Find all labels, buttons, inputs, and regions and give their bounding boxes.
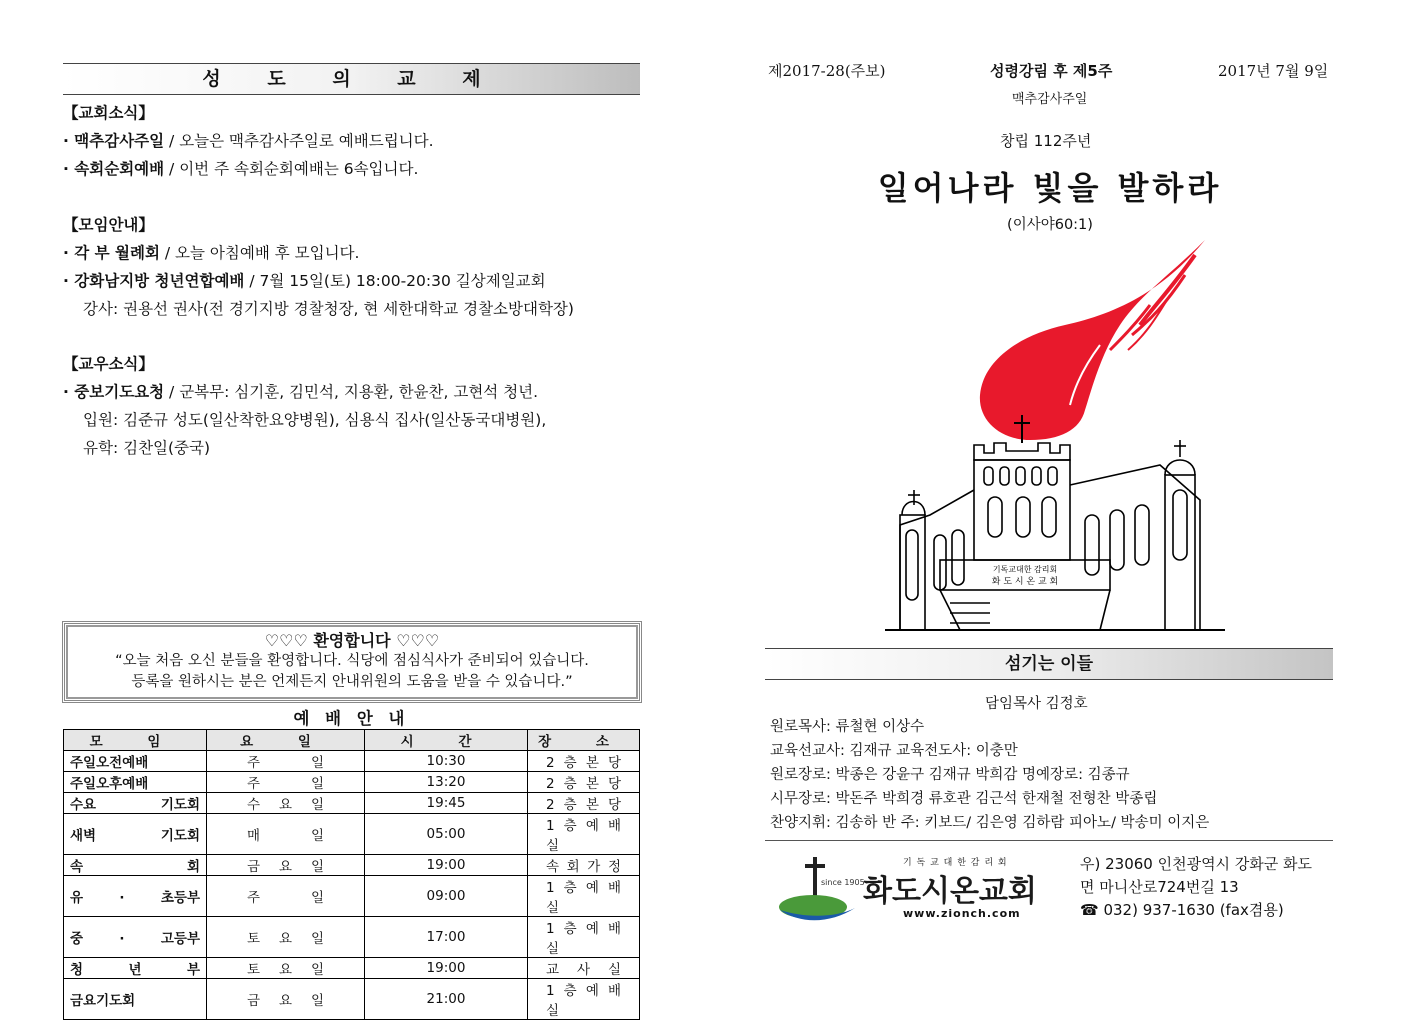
table-cell: 금요기도회 <box>64 979 207 1020</box>
table-cell: 속 회 가 정 <box>528 855 640 876</box>
welcome-box <box>62 621 642 703</box>
liturgical-season: 성령강림 후 제5주 <box>990 62 1113 80</box>
fellowship-section <box>63 63 640 95</box>
table-cell: 중 · 고등부 <box>64 917 207 958</box>
phone-line: ☎ 032) 937-1630 (fax겸용) <box>1080 901 1284 919</box>
worship-title: 예 배 안 내 <box>293 709 410 728</box>
table-cell: 19:45 <box>365 793 528 814</box>
meeting-item: · 각 부 월례회 / 오늘 아침예배 후 모입니다. <box>63 244 360 262</box>
logo-denomination: 기 독 교 대 한 감 리 회 <box>903 858 1008 868</box>
table-cell: 1 층 예 배 실 <box>528 979 640 1020</box>
logo-mark-icon <box>775 852 865 927</box>
table-cell: 교 사 실 <box>528 958 640 979</box>
church-news <box>63 99 653 183</box>
table-row <box>64 751 640 772</box>
table-cell: 주 일 <box>207 876 365 917</box>
table-header-row <box>64 730 640 751</box>
table-cell: 금 요 일 <box>207 855 365 876</box>
table-row <box>64 814 640 855</box>
column-header: 장 소 <box>528 730 640 751</box>
table-cell: 수요 기도회 <box>64 793 207 814</box>
meetings <box>63 211 653 323</box>
sign-text: 화 도 시 온 교 회 <box>991 577 1059 587</box>
table-cell: 2 층 본 당 <box>528 751 640 772</box>
table-row <box>64 772 640 793</box>
sunday-name: 맥추감사주일 <box>1012 92 1088 107</box>
church-illustration <box>870 235 1240 640</box>
worship-table <box>63 729 640 1020</box>
table-row <box>64 855 640 876</box>
table-cell: 05:00 <box>365 814 528 855</box>
table-cell: 21:00 <box>365 979 528 1020</box>
table-cell: 금 요 일 <box>207 979 365 1020</box>
member-news <box>63 350 653 462</box>
church-news-heading: 【교회소식】 <box>63 104 154 122</box>
flame-shape <box>980 240 1205 440</box>
staff-line: 시무장로: 박돈주 박희경 류호관 김근석 한재철 전형찬 박종립 <box>770 791 1158 807</box>
table-cell: 토 요 일 <box>207 917 365 958</box>
table-cell: 유 · 초등부 <box>64 876 207 917</box>
logo-since: since 1905 <box>821 878 865 887</box>
member-line: 입원: 김준규 성도(일산착한요양병원), 심용식 집사(일산동국대병원), <box>83 411 547 429</box>
issue-number: 제2017-28(주보) <box>768 62 886 80</box>
meeting-speaker: 강사: 권용선 권사(전 경기지방 경찰청장, 현 세한대학교 경찰소방대학장) <box>83 300 574 318</box>
divider <box>765 840 1333 841</box>
senior-pastor: 담임목사 김정호 <box>985 696 1088 712</box>
meeting-item: · 강화남지방 청년연합예배 / 7월 15일(토) 18:00-20:30 길상제일교회 <box>63 272 546 290</box>
table-cell: 속 회 <box>64 855 207 876</box>
table-cell: 토 요 일 <box>207 958 365 979</box>
staff-line: 원로목사: 류철현 이상수 <box>770 719 925 735</box>
table-row <box>64 917 640 958</box>
staff-line: 교육선교사: 김재규 교육전도사: 이충만 <box>770 743 1018 759</box>
meetings-heading: 【모임안내】 <box>63 216 154 234</box>
logo-church-name: 화도시온교회 <box>863 874 1037 909</box>
member-news-heading: 【교우소식】 <box>63 355 154 373</box>
table-cell: 새벽 기도회 <box>64 814 207 855</box>
welcome-title: ♡♡♡ 환영합니다 ♡♡♡ <box>264 631 440 650</box>
table-cell: 수 요 일 <box>207 793 365 814</box>
column-header: 시 간 <box>365 730 528 751</box>
table-cell: 매 일 <box>207 814 365 855</box>
table-cell: 2 층 본 당 <box>528 772 640 793</box>
table-cell: 주 일 <box>207 772 365 793</box>
table-cell: 19:00 <box>365 958 528 979</box>
column-header: 요 일 <box>207 730 365 751</box>
table-row <box>64 793 640 814</box>
table-cell: 청 년 부 <box>64 958 207 979</box>
table-row <box>64 876 640 917</box>
table-cell: 10:30 <box>365 751 528 772</box>
serve-section-title: 섬기는 이들 <box>765 648 1333 680</box>
bulletin-date: 2017년 7월 9일 <box>1218 62 1329 80</box>
main-title: 일어나라 빛을 발하라 <box>877 169 1223 207</box>
table-cell: 주일오전예배 <box>64 751 207 772</box>
sign-text: 기독교대한 감리회 <box>992 565 1058 574</box>
welcome-line: 등록을 원하시는 분은 언제든지 안내위원의 도움을 받을 수 있습니다.” <box>131 674 573 690</box>
welcome-line: “오늘 처음 오신 분들을 환영합니다. 식당에 점심식사가 준비되어 있습니다. <box>115 653 589 669</box>
table-cell: 1 층 예 배 실 <box>528 814 640 855</box>
anniversary: 창립 112주년 <box>1000 132 1092 150</box>
table-row <box>64 958 640 979</box>
table-cell: 17:00 <box>365 917 528 958</box>
news-item: · 맥추감사주일 / 오늘은 맥추감사주일로 예배드립니다. <box>63 132 434 150</box>
section-title: 성 도 의 교 제 <box>63 63 640 95</box>
table-cell: 13:20 <box>365 772 528 793</box>
table-row <box>64 979 640 1020</box>
address-line: 면 마니산로724번길 13 <box>1080 878 1239 896</box>
table-cell: 1 층 예 배 실 <box>528 917 640 958</box>
table-cell: 주 일 <box>207 751 365 772</box>
member-item: · 중보기도요청 / 군복무: 심기훈, 김민석, 지용환, 한윤찬, 고현석 청년. <box>63 383 539 401</box>
table-cell: 19:00 <box>365 855 528 876</box>
table-cell: 2 층 본 당 <box>528 793 640 814</box>
staff-line: 찬양지휘: 김송하 반 주: 키보드/ 김은영 김하람 피아노/ 박송미 이지은 <box>770 815 1210 831</box>
news-item: · 속회순회예배 / 이번 주 속회순회예배는 6속입니다. <box>63 160 419 178</box>
column-header: 모 임 <box>64 730 207 751</box>
table-cell: 1 층 예 배 실 <box>528 876 640 917</box>
staff-line: 원로장로: 박종은 강윤구 김재규 박희감 명예장로: 김종규 <box>770 767 1130 783</box>
logo-url: www.zionch.com <box>903 907 1021 920</box>
table-cell: 09:00 <box>365 876 528 917</box>
scripture-reference: (이사야60:1) <box>1007 217 1093 233</box>
address-line: 우) 23060 인천광역시 강화군 화도 <box>1080 855 1313 873</box>
table-cell: 주일오후예배 <box>64 772 207 793</box>
church-logo <box>775 852 1065 927</box>
member-line: 유학: 김찬일(중국) <box>83 439 211 457</box>
